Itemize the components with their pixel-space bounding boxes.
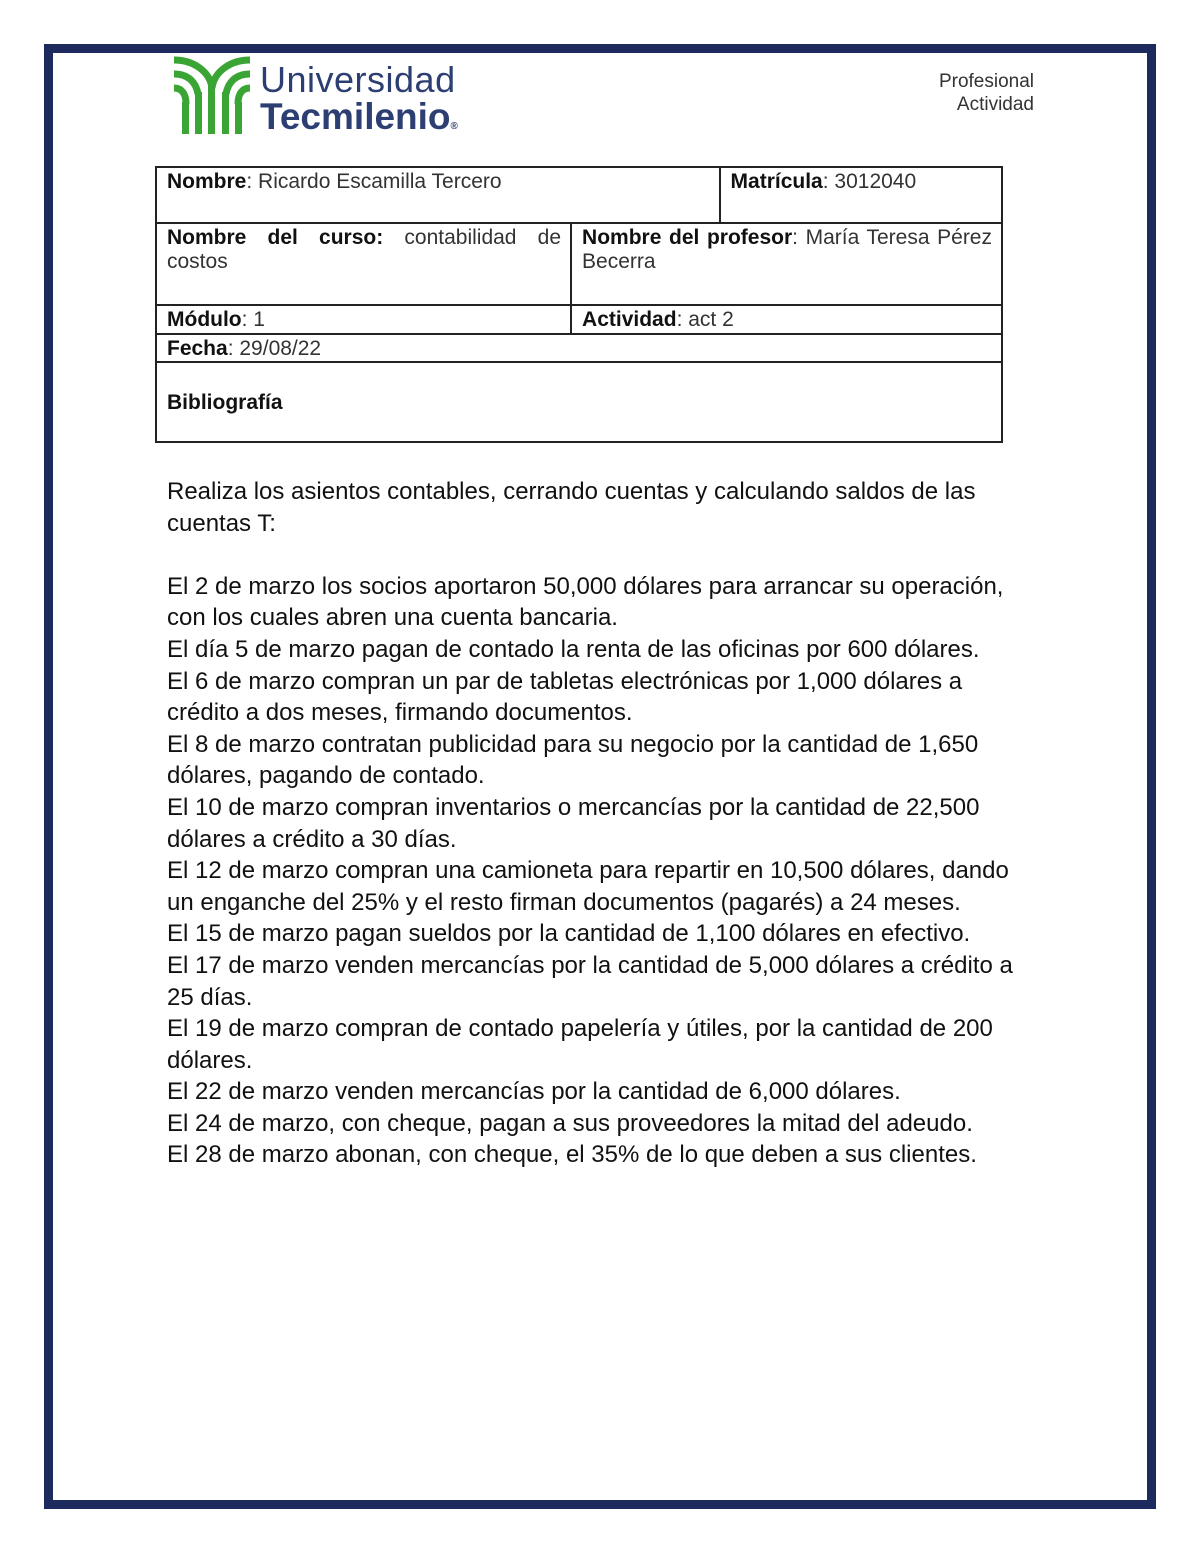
logo-line-universidad: Universidad: [260, 59, 456, 100]
instruction-item: El 28 de marzo abonan, con cheque, el 35% de lo que deben a sus clientes.: [167, 1141, 977, 1169]
instruction-item: El 17 de marzo venden mercancías por la cantidad de 5,000 dólares a crédito a 25 días.: [167, 951, 1013, 1011]
header-actividad: Actividad: [956, 94, 1034, 115]
cell-actividad: Actividad: act 2: [571, 305, 1002, 334]
cell-matricula: Matrícula: 3012040: [720, 167, 1002, 223]
arch-logo-icon: [172, 54, 252, 136]
header-right-labels: [939, 70, 1034, 116]
student-info-table: [155, 166, 1003, 443]
instruction-item: El día 5 de marzo pagan de contado la renta de las oficinas por 600 dólares.: [167, 635, 980, 663]
instruction-item: El 24 de marzo, con cheque, pagan a sus proveedores la mitad del adeudo.: [167, 1109, 973, 1137]
info-row-nombre: [156, 167, 1002, 223]
cell-fecha: Fecha: 29/08/22: [156, 334, 1002, 362]
cell-bibliografia: Bibliografía: [156, 362, 1002, 442]
paragraph-gap: [167, 539, 1037, 571]
info-row-fecha: [156, 334, 1002, 362]
info-row-curso: [156, 223, 1002, 305]
cell-nombre: Nombre: Ricardo Escamilla Tercero: [156, 167, 720, 223]
logo-line-tecmilenio: Tecmilenio®: [260, 96, 458, 137]
instructions-intro: Realiza los asientos contables, cerrando cuentas y calculando saldos de las cuentas T:: [167, 478, 976, 537]
cell-curso: Nombre del curso: contabilidad de costos: [156, 223, 571, 305]
instruction-item: El 12 de marzo compran una camioneta para repartir en 10,500 dólares, dando un enganche del 25% y el resto firman documentos (pagarés) a 24 meses.: [167, 857, 1009, 916]
registered-mark: ®: [450, 121, 458, 132]
instruction-item: El 6 de marzo compran un par de tabletas electrónicas por 1,000 dólares a crédito a dos meses, firmando documentos.: [167, 667, 963, 727]
instruction-item: El 22 de marzo venden mercancías por la cantidad de 6,000 dólares.: [167, 1078, 901, 1106]
activity-instructions: [167, 476, 1037, 1171]
instruction-item: El 2 de marzo los socios aportaron 50,000 dólares para arrancar su operación, con los cuales abren una cuenta bancaria.: [167, 572, 1004, 632]
instruction-item: El 15 de marzo pagan sueldos por la cantidad de 1,100 dólares en efectivo.: [167, 920, 971, 948]
cell-profesor: Nombre del profesor: María Teresa Pérez Becerra: [571, 223, 1002, 305]
header-profesional: Profesional: [938, 71, 1034, 92]
info-row-bibliografia: [156, 362, 1002, 442]
logo-wordmark: [260, 52, 458, 135]
instruction-item: El 19 de marzo compran de contado papelería y útiles, por la cantidad de 200 dólares.: [167, 1015, 993, 1074]
university-logo: [172, 52, 482, 142]
info-row-modulo: [156, 305, 1002, 334]
instruction-item: El 8 de marzo contratan publicidad para su negocio por la cantidad de 1,650 dólares, pagando de contado.: [167, 730, 979, 790]
instruction-item: El 10 de marzo compran inventarios o mercancías por la cantidad de 22,500 dólares a crédito a 30 días.: [167, 793, 980, 853]
cell-modulo: Módulo: 1: [156, 305, 571, 334]
